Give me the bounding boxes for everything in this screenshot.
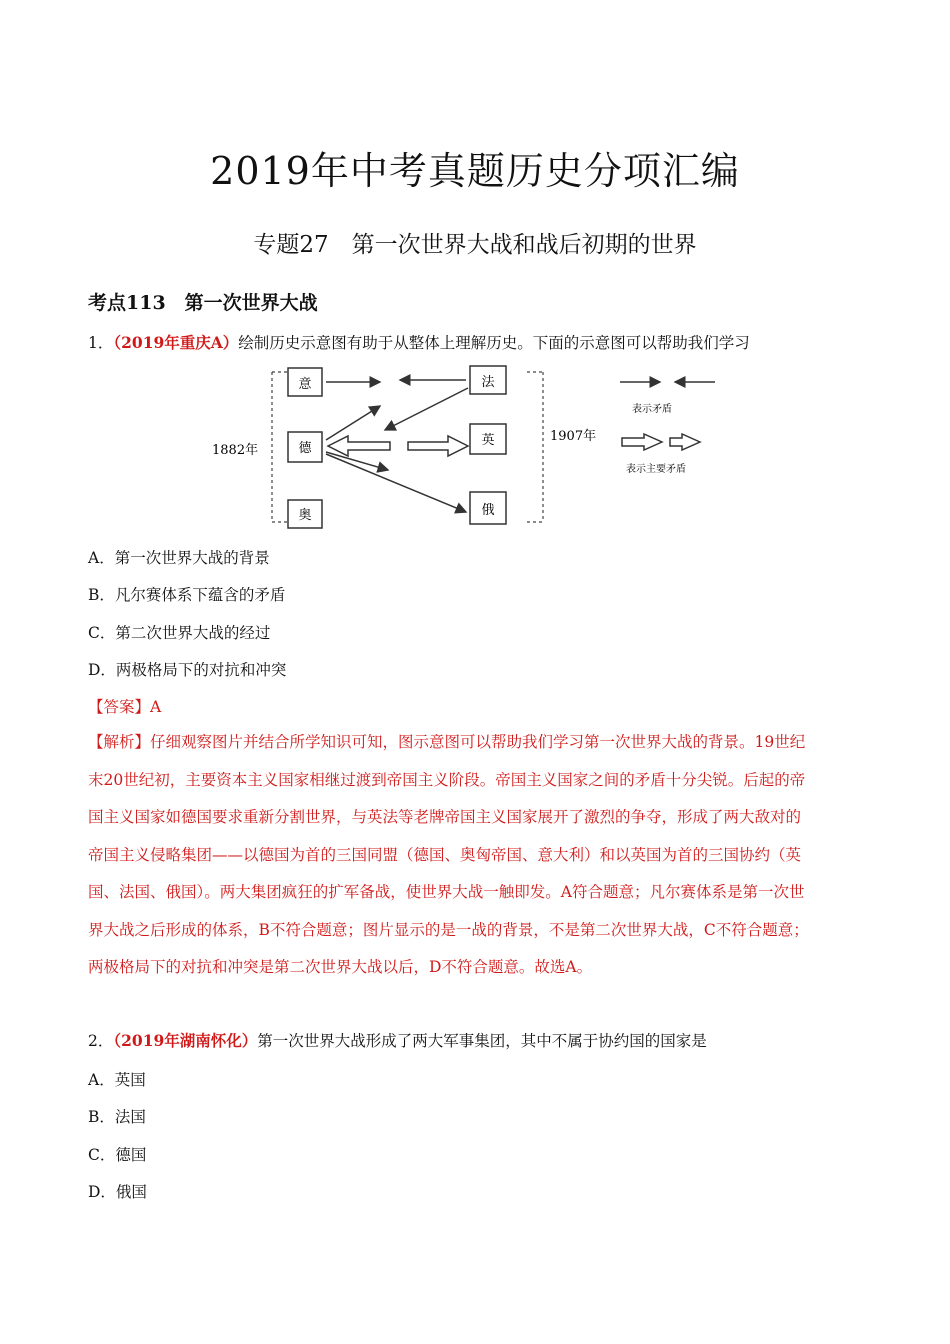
option-b: B．凡尔赛体系下蕴含的矛盾 <box>88 586 286 604</box>
year-1907: 1907年 <box>550 429 597 444</box>
explanation <box>88 724 864 987</box>
explanation-line: 末20世纪初，主要资本主义国家相继过渡到帝国主义阶段。帝国主义国家之间的矛盾十分尖锐。后起的帝 <box>88 770 806 789</box>
option-a: A．英国 <box>88 1071 146 1089</box>
question-source: （2019年重庆A） <box>113 333 239 352</box>
explanation-line: 国主义国家如德国要求重新分割世界，与英法等老牌帝国主义国家展开了激烈的争夺，形成了两大敌对的 <box>88 808 802 826</box>
legend-main-conflict: 表示主要矛盾 <box>626 464 686 475</box>
label-austria: 奥 <box>298 508 312 523</box>
option-d: D．俄国 <box>88 1183 147 1201</box>
question-text: 绘制历史示意图有助于从整体上理解历史。下面的示意图可以帮助我们学习 <box>238 334 750 352</box>
question-1-stem <box>88 331 750 355</box>
alliance-diagram <box>200 362 720 536</box>
label-russia: 俄 <box>481 503 495 518</box>
label-italy: 意 <box>298 377 312 392</box>
explanation-line: 国、法国、俄国）。两大集团疯狂的扩军备战，使世界大战一触即发。A符合题意；凡尔赛体系是第一次世 <box>88 883 805 901</box>
question-number: 2． <box>88 1032 114 1050</box>
option-b: B．法国 <box>88 1108 146 1126</box>
explanation-line: 界大战之后形成的体系，B不符合题意；图片显示的是一战的背景，不是第二次世界大战，C不符合题意； <box>88 920 809 939</box>
option-c: C．第二次世界大战的经过 <box>88 624 271 642</box>
option-c: C．德国 <box>88 1146 147 1164</box>
section-heading: 考点113 第一次世界大战 <box>88 292 318 314</box>
page-title: 2019年中考真题历史分项汇编 <box>210 149 740 193</box>
label-britain: 英 <box>481 433 495 448</box>
question-2-stem <box>88 1029 707 1053</box>
label-germany: 德 <box>298 441 312 456</box>
page-subtitle: 专题27 第一次世界大战和战后初期的世界 <box>253 232 697 258</box>
explanation-line: 【解析】仔细观察图片并结合所学知识可知，图示意图可以帮助我们学习第一次世界大战的背景。19世纪 <box>88 733 806 751</box>
answer: 【答案】A <box>88 698 162 716</box>
option-d: D．两极格局下的对抗和冲突 <box>88 661 287 679</box>
legend-conflict: 表示矛盾 <box>632 404 672 415</box>
question-number: 1． <box>88 334 114 352</box>
diagram-svg <box>200 362 720 532</box>
question-source: （2019年湖南怀化） <box>113 1031 258 1050</box>
option-a: A．第一次世界大战的背景 <box>88 549 270 567</box>
explanation-line: 两极格局下的对抗和冲突是第二次世界大战以后，D不符合题意。故选A。 <box>88 958 593 976</box>
explanation-line: 帝国主义侵略集团——以德国为首的三国同盟（德国、奥匈帝国、意大利）和以英国为首的三国协约（英 <box>88 845 802 864</box>
question-text: 第一次世界大战形成了两大军事集团，其中不属于协约国的国家是 <box>257 1032 707 1050</box>
label-france: 法 <box>481 375 495 390</box>
year-1882: 1882年 <box>212 443 259 458</box>
